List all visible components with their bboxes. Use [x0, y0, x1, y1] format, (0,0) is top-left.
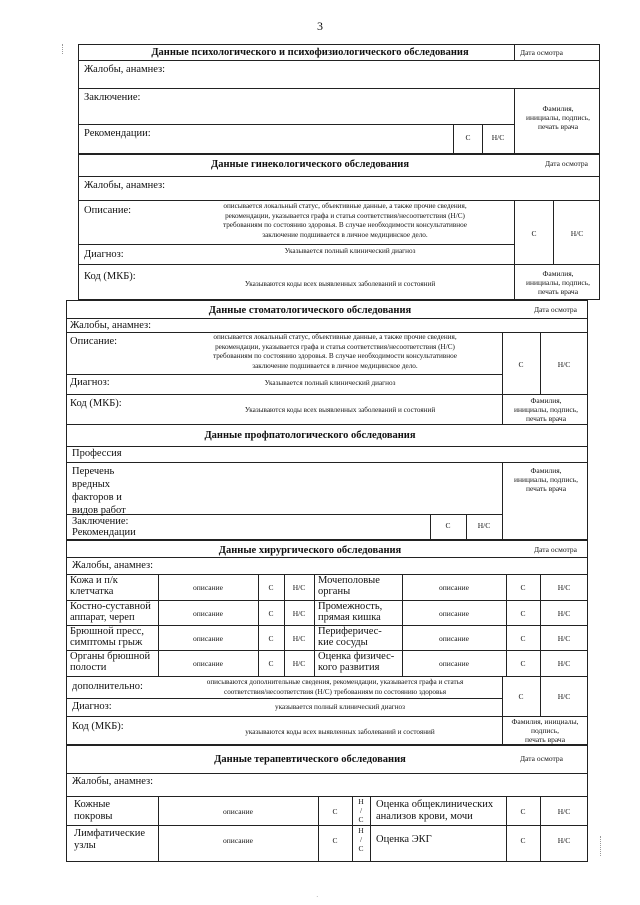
stom-exam-date: Дата осмотра [534, 305, 577, 314]
psych-nc: Н/С [491, 133, 505, 142]
stom-diagnosis-label: Диагноз: [70, 377, 110, 388]
ther-exam-date: Дата осмотра [520, 754, 563, 763]
surg-exam-date: Дата осмотра [534, 545, 577, 554]
surg-row-left-label: Брюшной пресс, [70, 626, 145, 637]
ther-row-right-c: С [520, 807, 526, 816]
surg-complaints-label: Жалобы, анамнез: [72, 560, 154, 571]
ther-row-nc-vertical: С [358, 815, 364, 824]
ther-row-nc-vertical: Н [358, 826, 364, 835]
ther-row-left-label: Кожные [74, 799, 111, 810]
psych-recommendations-label: Рекомендации: [84, 128, 151, 139]
surg-row-left-desc: описание [193, 609, 223, 618]
surg-row-right-label: Промежность, [318, 601, 383, 612]
ther-row-c: С [332, 807, 338, 816]
surg-row-left-c: С [268, 659, 274, 668]
gyn-code-note: Указываются коды всех выявленных заболеваний и состояний [244, 280, 436, 288]
surg-code-note: указываются коды всех выявленных заболеваний и состояний [245, 728, 435, 736]
page-number: 3 [317, 19, 323, 33]
surg-row-left-label: симптомы грыж [70, 637, 143, 648]
stom-complaints-label: Жалобы, анамнез: [70, 320, 152, 331]
ther-row-right-label: Оценка общеклинических [376, 799, 494, 810]
surg-row-left-label: Кожа и п/к [70, 575, 118, 586]
surg-row-right-label: органы [318, 586, 351, 597]
surg-row-right-desc: описание [439, 659, 469, 668]
prof-factors-label: Перечень вредных факторов и видов работ [72, 466, 126, 516]
surg-additional-note: описываются дополнительные сведения, рекомендации, указывается графа и статья соответствия/несоответствия (Н/С) требованиям по состоянию здоровья [206, 678, 464, 696]
surg-row-left-nc: Н/С [292, 609, 306, 618]
psych-exam-date: Дата осмотра [520, 48, 563, 57]
surg-row-right-label: прямая кишка [318, 612, 381, 623]
stom-description-label: Описание: [70, 336, 118, 347]
ther-row-nc-vertical: Н [358, 797, 364, 806]
surg-row-right-desc: описание [439, 609, 469, 618]
surg-row-right-c: С [520, 659, 526, 668]
gyn-description-label: Описание: [84, 205, 132, 216]
surg-row-right-label: Оценка физичес- [318, 651, 395, 662]
surg-row-right-nc: Н/С [557, 583, 571, 592]
stom-description-note: описывается локальный статус, объективные данные, а также прочие сведения, рекомендации, указывается графа и статья соответствия/несоответствия (Н/С) требованиям по состоянию здоровья. В случае необходимости консультативное заключение подшивается в личное медицинское дело. [212, 333, 457, 370]
footer-dot: · [316, 892, 319, 901]
psych-title: Данные психологического и психофизиологического обследования [151, 47, 469, 58]
surg-row-left-desc: описание [193, 659, 223, 668]
ther-title: Данные терапевтического обследования [214, 754, 406, 765]
margin-mark [600, 836, 601, 856]
surg-title: Данные хирургического обследования [218, 545, 402, 556]
ther-row-c: С [332, 836, 338, 845]
surg-row-left-label: полости [70, 662, 107, 673]
ther-row-nc-vertical: С [358, 844, 364, 853]
ther-row-right-nc: Н/С [557, 807, 571, 816]
gyn-signature: Фамилия, инициалы, подпись, печать врача [525, 269, 590, 296]
surg-signature: Фамилия, инициалы, подпись, печать врача [511, 717, 579, 744]
ther-row-right-label: Оценка ЭКГ [376, 834, 432, 845]
ther-row-desc: описание [223, 836, 253, 845]
gyn-diagnosis-note: Указывается полный клинический диагноз [284, 247, 416, 255]
surg-row-right-c: С [520, 609, 526, 618]
surg-row-right-label: Мочеполовые [318, 575, 380, 586]
gyn-code-label: Код (МКБ): [84, 271, 136, 282]
gyn-description-note: описывается локальный статус, объективные данные, а также прочие сведения, рекомендации, указывается графа и статья соответствия/несоответствия (Н/С) требованиям по состоянию здоровья. В случае необходимости консультативное заключение подшивается в личное медицинское дело. [222, 202, 467, 239]
surg-row-left-c: С [268, 609, 274, 618]
stom-c: С [518, 360, 524, 369]
stom-title: Данные стоматологического обследования [208, 305, 412, 316]
surg-code-label: Код (МКБ): [72, 721, 124, 732]
surg-row-left-nc: Н/С [292, 659, 306, 668]
prof-title: Данные профпатологического обследования [204, 430, 416, 441]
surg-diagnosis-label: Диагноз: [72, 701, 112, 712]
surg-row-left-desc: описание [193, 583, 223, 592]
prof-nc: Н/С [477, 521, 491, 530]
surg-row-right-label: кого развития [318, 662, 380, 673]
stom-signature: Фамилия, инициалы, подпись, печать врача [513, 396, 578, 423]
stom-code-note: Указываются коды всех выявленных заболеваний и состояний [244, 406, 436, 414]
ther-complaints-label: Жалобы, анамнез: [72, 776, 154, 787]
surg-additional-label: дополнительно: [72, 681, 143, 692]
psych-c: С [465, 133, 471, 142]
gyn-c: С [531, 229, 537, 238]
surg-row-left-label: Органы брюшной [70, 651, 151, 662]
surg-row-left-nc: Н/С [292, 634, 306, 643]
surg-row-left-label: клетчатка [70, 586, 114, 597]
margin-mark [62, 44, 63, 54]
ther-row-right-nc: Н/С [557, 836, 571, 845]
prof-recommendations-label: Рекомендации [72, 527, 136, 538]
ther-row-right-label: анализов крови, мочи [376, 811, 473, 822]
prof-c: С [445, 521, 451, 530]
surg-row-left-c: С [268, 634, 274, 643]
surg-row-left-c: С [268, 583, 274, 592]
surg-row-right-nc: Н/С [557, 609, 571, 618]
gyn-diagnosis-label: Диагноз: [84, 249, 124, 260]
surg-add-c: С [518, 692, 524, 701]
gyn-exam-date: Дата осмотра [545, 159, 588, 168]
surg-row-right-c: С [520, 634, 526, 643]
stom-nc: Н/С [557, 360, 571, 369]
surg-row-left-label: аппарат, череп [70, 612, 135, 623]
gyn-complaints-label: Жалобы, анамнез: [84, 180, 166, 191]
surg-row-right-label: Периферичес- [318, 626, 382, 637]
stom-code-label: Код (МКБ): [70, 398, 122, 409]
surg-row-right-label: кие сосуды [318, 637, 368, 648]
surg-row-left-desc: описание [193, 634, 223, 643]
psych-signature: Фамилия, инициалы, подпись, печать врача [525, 104, 590, 131]
surg-row-right-c: С [520, 583, 526, 592]
prof-profession-label: Профессия [72, 448, 122, 459]
prof-signature: Фамилия, инициалы, подпись, печать врача [513, 466, 578, 493]
psych-complaints-label: Жалобы, анамнез: [84, 64, 166, 75]
ther-row-right-c: С [520, 836, 526, 845]
surg-row-right-nc: Н/С [557, 659, 571, 668]
surg-row-right-nc: Н/С [557, 634, 571, 643]
gyn-nc: Н/С [570, 229, 584, 238]
surg-add-nc: Н/С [557, 692, 571, 701]
ther-row-nc-vertical: / [359, 806, 363, 815]
surg-row-left-nc: Н/С [292, 583, 306, 592]
gyn-title: Данные гинекологического обследования [210, 159, 410, 170]
ther-row-left-label: покровы [74, 811, 113, 822]
prof-conclusion-label: Заключение: [72, 516, 129, 527]
surg-row-left-label: Костно-суставной [70, 601, 151, 612]
ther-row-left-label: Лимфатические [74, 828, 146, 839]
surg-row-right-desc: описание [439, 583, 469, 592]
stom-diagnosis-note: Указывается полный клинический диагноз [264, 379, 396, 387]
ther-row-nc-vertical: / [359, 835, 363, 844]
surg-diagnosis-note: указывается полный клинический диагноз [275, 703, 405, 711]
surg-row-right-desc: описание [439, 634, 469, 643]
psych-conclusion-label: Заключение: [84, 92, 141, 103]
ther-row-desc: описание [223, 807, 253, 816]
ther-row-left-label: узлы [74, 840, 96, 851]
